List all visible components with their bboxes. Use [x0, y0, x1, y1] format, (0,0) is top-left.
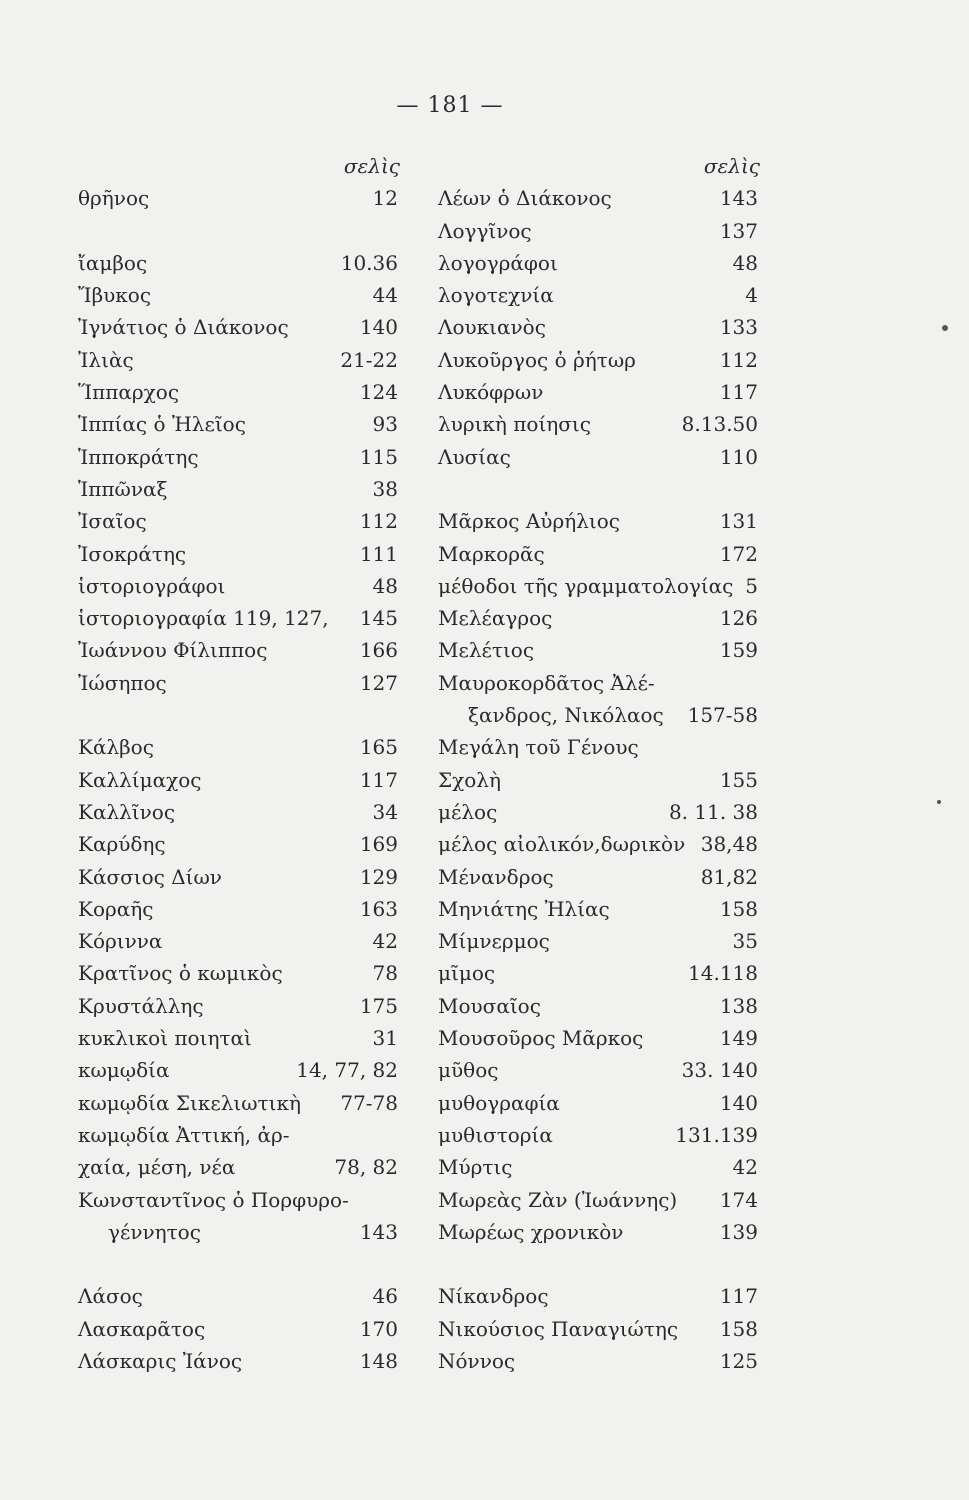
index-page-ref: 174: [719, 1187, 758, 1212]
index-page-ref: 12: [372, 186, 398, 211]
index-entry: [438, 990, 758, 1022]
index-entry: [438, 828, 758, 860]
index-term: Λυκοῦργος ὁ ῥήτωρ: [438, 347, 636, 372]
index-entry: [438, 182, 758, 214]
index-page-ref: 48: [372, 573, 398, 598]
column-header-label: σελὶς: [703, 154, 760, 178]
index-entry: [438, 796, 758, 828]
index-page-ref: 163: [359, 896, 398, 921]
index-page-ref: 169: [359, 832, 398, 857]
index-term: Λασκαρᾶτος: [78, 1316, 206, 1341]
index-page-ref: 124: [359, 380, 398, 405]
index-page-ref: 139: [719, 1219, 758, 1244]
index-entry: [438, 1022, 758, 1054]
index-entry: [78, 311, 398, 343]
index-term: Μωρέως χρονικὸν: [438, 1219, 624, 1244]
index-page-ref: 137: [719, 218, 758, 243]
index-entry: [78, 570, 398, 602]
index-entry: [78, 182, 398, 214]
index-entry: [438, 279, 758, 311]
index-page-ref: 166: [359, 638, 398, 663]
index-page-ref: 110: [719, 444, 758, 469]
index-entry: [438, 215, 758, 247]
index-term: Μελέαγρος: [438, 606, 553, 631]
index-term: Σχολὴ: [438, 767, 501, 792]
index-page-ref: 48: [732, 250, 758, 275]
index-term: Μελέτιος: [438, 638, 535, 663]
index-page-ref: 42: [372, 929, 398, 954]
index-term: Ἴβυκος: [78, 283, 152, 308]
index-term: Καλλίμαχος: [78, 767, 202, 792]
index-term: Κρυστάλλης: [78, 993, 204, 1018]
index-term: Κάλβος: [78, 735, 154, 760]
index-term: μέθοδοι τῆς γραμματολογίας: [438, 573, 734, 598]
page-speck: [942, 325, 948, 331]
index-term: Ἱπποκράτης: [78, 444, 199, 469]
index-term: ἱστοριογραφία 119, 127,: [78, 606, 329, 631]
index-term: Μύρτις: [438, 1155, 513, 1180]
index-term: Λουκιανὸς: [438, 315, 546, 340]
index-spacer: [78, 699, 398, 731]
index-term: Καλλῖνος: [78, 799, 176, 824]
index-page-ref: 158: [719, 1316, 758, 1341]
index-entry: [78, 1345, 398, 1377]
index-entry: [438, 1313, 758, 1345]
index-page-ref: 165: [359, 735, 398, 760]
index-entry: [438, 570, 758, 602]
index-column-right: [438, 150, 758, 1377]
index-term: Μίμνερμος: [438, 929, 550, 954]
index-entry: [438, 925, 758, 957]
index-term: μῦθος: [438, 1058, 499, 1083]
index-page-ref: 148: [359, 1348, 398, 1373]
index-page-ref: 131.139: [675, 1122, 758, 1147]
index-page-ref: 8. 11. 38: [668, 799, 758, 824]
index-page-ref: 10.36: [340, 250, 398, 275]
column-header-label: σελὶς: [343, 154, 400, 178]
index-entry: [78, 957, 398, 989]
index-entry: [78, 1216, 398, 1248]
index-entry: [78, 925, 398, 957]
index-term: ἴαμβος: [78, 250, 148, 275]
index-term: Λάσκαρις Ἰάνος: [78, 1348, 243, 1373]
index-term: κυκλικοὶ ποιηταὶ: [78, 1026, 252, 1051]
index-page-ref: 31: [372, 1026, 398, 1051]
index-entry: [78, 1119, 398, 1151]
index-term: μέλος: [438, 799, 498, 824]
index-entry: [438, 699, 758, 731]
index-term: Καρύδης: [78, 832, 166, 857]
column-header: [438, 150, 758, 182]
index-term: γέννητος: [108, 1219, 201, 1244]
index-page-ref: 158: [719, 896, 758, 921]
index-page-ref: 175: [359, 993, 398, 1018]
index-term: Λέων ὁ Διάκονος: [438, 186, 612, 211]
index-term: Νίκανδρος: [438, 1284, 549, 1309]
index-page-ref: 112: [359, 509, 398, 534]
index-term: ξανδρος, Νικόλαος: [468, 703, 664, 728]
index-page-ref: 172: [719, 541, 758, 566]
index-page-ref: 78: [372, 961, 398, 986]
index-entry: [78, 376, 398, 408]
index-term: κωμῳδία: [78, 1058, 170, 1083]
page-speck: [937, 800, 941, 804]
index-page-ref: 81,82: [700, 864, 758, 889]
index-entry: [78, 538, 398, 570]
index-entry: [78, 1022, 398, 1054]
index-entry: [438, 634, 758, 666]
index-term: Ἵππαρχος: [78, 380, 180, 405]
index-page-ref: 145: [359, 606, 398, 631]
index-entry: [438, 1184, 758, 1216]
index-term: ἱστοριογράφοι: [78, 573, 226, 598]
index-term: λυρικὴ ποίησις: [438, 412, 591, 437]
index-term: Μαρκορᾶς: [438, 541, 545, 566]
index-entry: [78, 764, 398, 796]
index-term: μέλος αἰολικόν,δωρικὸν: [438, 832, 686, 857]
index-entry: [78, 473, 398, 505]
index-term: χαία, μέση, νέα: [78, 1155, 236, 1180]
index-page-ref: 125: [719, 1348, 758, 1373]
index-entry: [438, 1345, 758, 1377]
index-term: Μένανδρος: [438, 864, 554, 889]
index-page-ref: 133: [719, 315, 758, 340]
index-entry: [438, 538, 758, 570]
index-term: κωμῳδία Σικελιωτικὴ: [78, 1090, 301, 1115]
column-header: [78, 150, 398, 182]
index-entry: [78, 1054, 398, 1086]
index-entry: [438, 1216, 758, 1248]
index-entry: [438, 1280, 758, 1312]
index-page-ref: 140: [719, 1090, 758, 1115]
index-term: Ἰσαῖος: [78, 509, 147, 534]
index-term: Νόννος: [438, 1348, 516, 1373]
index-term: Λυκόφρων: [438, 380, 544, 405]
index-page-ref: 42: [732, 1155, 758, 1180]
index-term: Κόριννα: [78, 929, 163, 954]
index-page-ref: 46: [372, 1284, 398, 1309]
index-page-ref: 35: [732, 929, 758, 954]
index-entry: [78, 731, 398, 763]
index-term: Ἰγνάτιος ὁ Διάκονος: [78, 315, 289, 340]
index-entry: [438, 667, 758, 699]
index-entry: [438, 602, 758, 634]
index-page-ref: 143: [359, 1219, 398, 1244]
index-term: Μουσοῦρος Μᾶρκος: [438, 1026, 644, 1051]
index-entry: [438, 376, 758, 408]
index-term: Ἰσοκράτης: [78, 541, 187, 566]
index-entry: [78, 828, 398, 860]
index-page-ref: 115: [359, 444, 398, 469]
index-entry: [438, 344, 758, 376]
index-entry: [78, 1151, 398, 1183]
index-page-ref: 21-22: [340, 347, 398, 372]
index-page-ref: 155: [719, 767, 758, 792]
index-page-ref: 117: [359, 767, 398, 792]
index-page-ref: 157-58: [687, 703, 758, 728]
index-page-ref: 127: [359, 670, 398, 695]
index-term: Μεγάλη τοῦ Γένους: [438, 735, 639, 760]
index-term: Κάσσιος Δίων: [78, 864, 222, 889]
index-spacer: [438, 1248, 758, 1280]
index-entry: [438, 731, 758, 763]
index-spacer: [78, 215, 398, 247]
index-term: μῖμος: [438, 961, 496, 986]
index-term: Μᾶρκος Αὐρήλιος: [438, 509, 620, 534]
index-term: Μηνιάτης Ἠλίας: [438, 896, 610, 921]
page-number: — 181 —: [396, 93, 504, 118]
index-page-ref: 117: [719, 380, 758, 405]
index-spacer: [438, 473, 758, 505]
index-entry: [78, 634, 398, 666]
index-entry: [438, 311, 758, 343]
index-entry: [438, 1119, 758, 1151]
index-page-ref: 38,48: [700, 832, 758, 857]
index-entry: [78, 796, 398, 828]
index-term: Λογγῖνος: [438, 218, 532, 243]
index-page-ref: 138: [719, 993, 758, 1018]
index-entry: [78, 1087, 398, 1119]
index-entry: [438, 764, 758, 796]
index-page-ref: 143: [719, 186, 758, 211]
index-term: Μαυροκορδᾶτος Ἀλέ-: [438, 670, 655, 695]
index-entry: [438, 1087, 758, 1119]
index-page-ref: 4: [745, 283, 758, 308]
index-term: Νικούσιος Παναγιώτης: [438, 1316, 679, 1341]
index-entry: [78, 667, 398, 699]
index-entry: [78, 505, 398, 537]
index-page-ref: 131: [719, 509, 758, 534]
index-page-ref: 117: [719, 1284, 758, 1309]
index-term: Μουσαῖος: [438, 993, 541, 1018]
index-entry: [78, 441, 398, 473]
index-term: μυθιστορία: [438, 1122, 553, 1147]
index-entry: [78, 861, 398, 893]
index-entry: [78, 344, 398, 376]
index-entry: [438, 505, 758, 537]
index-entry: [78, 408, 398, 440]
index-page-ref: 140: [359, 315, 398, 340]
index-page-ref: 126: [719, 606, 758, 631]
index-entry: [438, 861, 758, 893]
index-page-ref: 112: [719, 347, 758, 372]
index-term: λογογράφοι: [438, 250, 558, 275]
index-entry: [78, 893, 398, 925]
index-term: Ἰλιὰς: [78, 347, 134, 372]
index-entry: [78, 1313, 398, 1345]
index-entry: [78, 602, 398, 634]
index-entry: [438, 957, 758, 989]
index-entry: [78, 990, 398, 1022]
index-page-ref: 14.118: [688, 961, 758, 986]
index-entry: [78, 247, 398, 279]
index-page-ref: 5: [745, 573, 758, 598]
index-page-ref: 78, 82: [334, 1155, 398, 1180]
index-term: Λυσίας: [438, 444, 511, 469]
index-page-ref: 34: [372, 799, 398, 824]
index-term: λογοτεχνία: [438, 283, 554, 308]
index-term: Ἰωάννου Φίλιππος: [78, 638, 268, 663]
index-term: Μωρεὰς Ζὰν (Ἰωάννης): [438, 1187, 678, 1212]
index-page-ref: 111: [359, 541, 398, 566]
index-column-left: [78, 150, 398, 1377]
index-page-ref: 93: [372, 412, 398, 437]
index-term: Ἰώσηπος: [78, 670, 167, 695]
index-term: Ἱππῶναξ: [78, 476, 168, 501]
index-entry: [438, 1054, 758, 1086]
index-term: μυθογραφία: [438, 1090, 560, 1115]
index-term: κωμῳδία Ἀττική, ἀρ-: [78, 1122, 290, 1147]
index-page-ref: 77-78: [340, 1090, 398, 1115]
index-page-ref: 170: [359, 1316, 398, 1341]
index-spacer: [78, 1248, 398, 1280]
index-entry: [438, 1151, 758, 1183]
index-page-ref: 38: [372, 476, 398, 501]
index-page-ref: 14, 77, 82: [296, 1058, 398, 1083]
index-page-ref: 129: [359, 864, 398, 889]
index-entry: [78, 1184, 398, 1216]
index-entry: [438, 893, 758, 925]
index-term: Κωνσταντῖνος ὁ Πορφυρο-: [78, 1187, 349, 1212]
index-term: θρῆνος: [78, 186, 150, 211]
index-entry: [78, 279, 398, 311]
index-page-ref: 44: [372, 283, 398, 308]
index-term: Ἱππίας ὁ Ἠλεῖος: [78, 412, 246, 437]
index-term: Κρατῖνος ὁ κωμικὸς: [78, 961, 283, 986]
index-term: Κοραῆς: [78, 896, 154, 921]
index-entry: [78, 1280, 398, 1312]
index-page-ref: 149: [719, 1026, 758, 1051]
index-page-ref: 8.13.50: [681, 412, 758, 437]
index-term: Λάσος: [78, 1284, 143, 1309]
index-entry: [438, 247, 758, 279]
index-entry: [438, 441, 758, 473]
index-entry: [438, 408, 758, 440]
index-page-ref: 33. 140: [681, 1058, 758, 1083]
index-page-ref: 159: [719, 638, 758, 663]
